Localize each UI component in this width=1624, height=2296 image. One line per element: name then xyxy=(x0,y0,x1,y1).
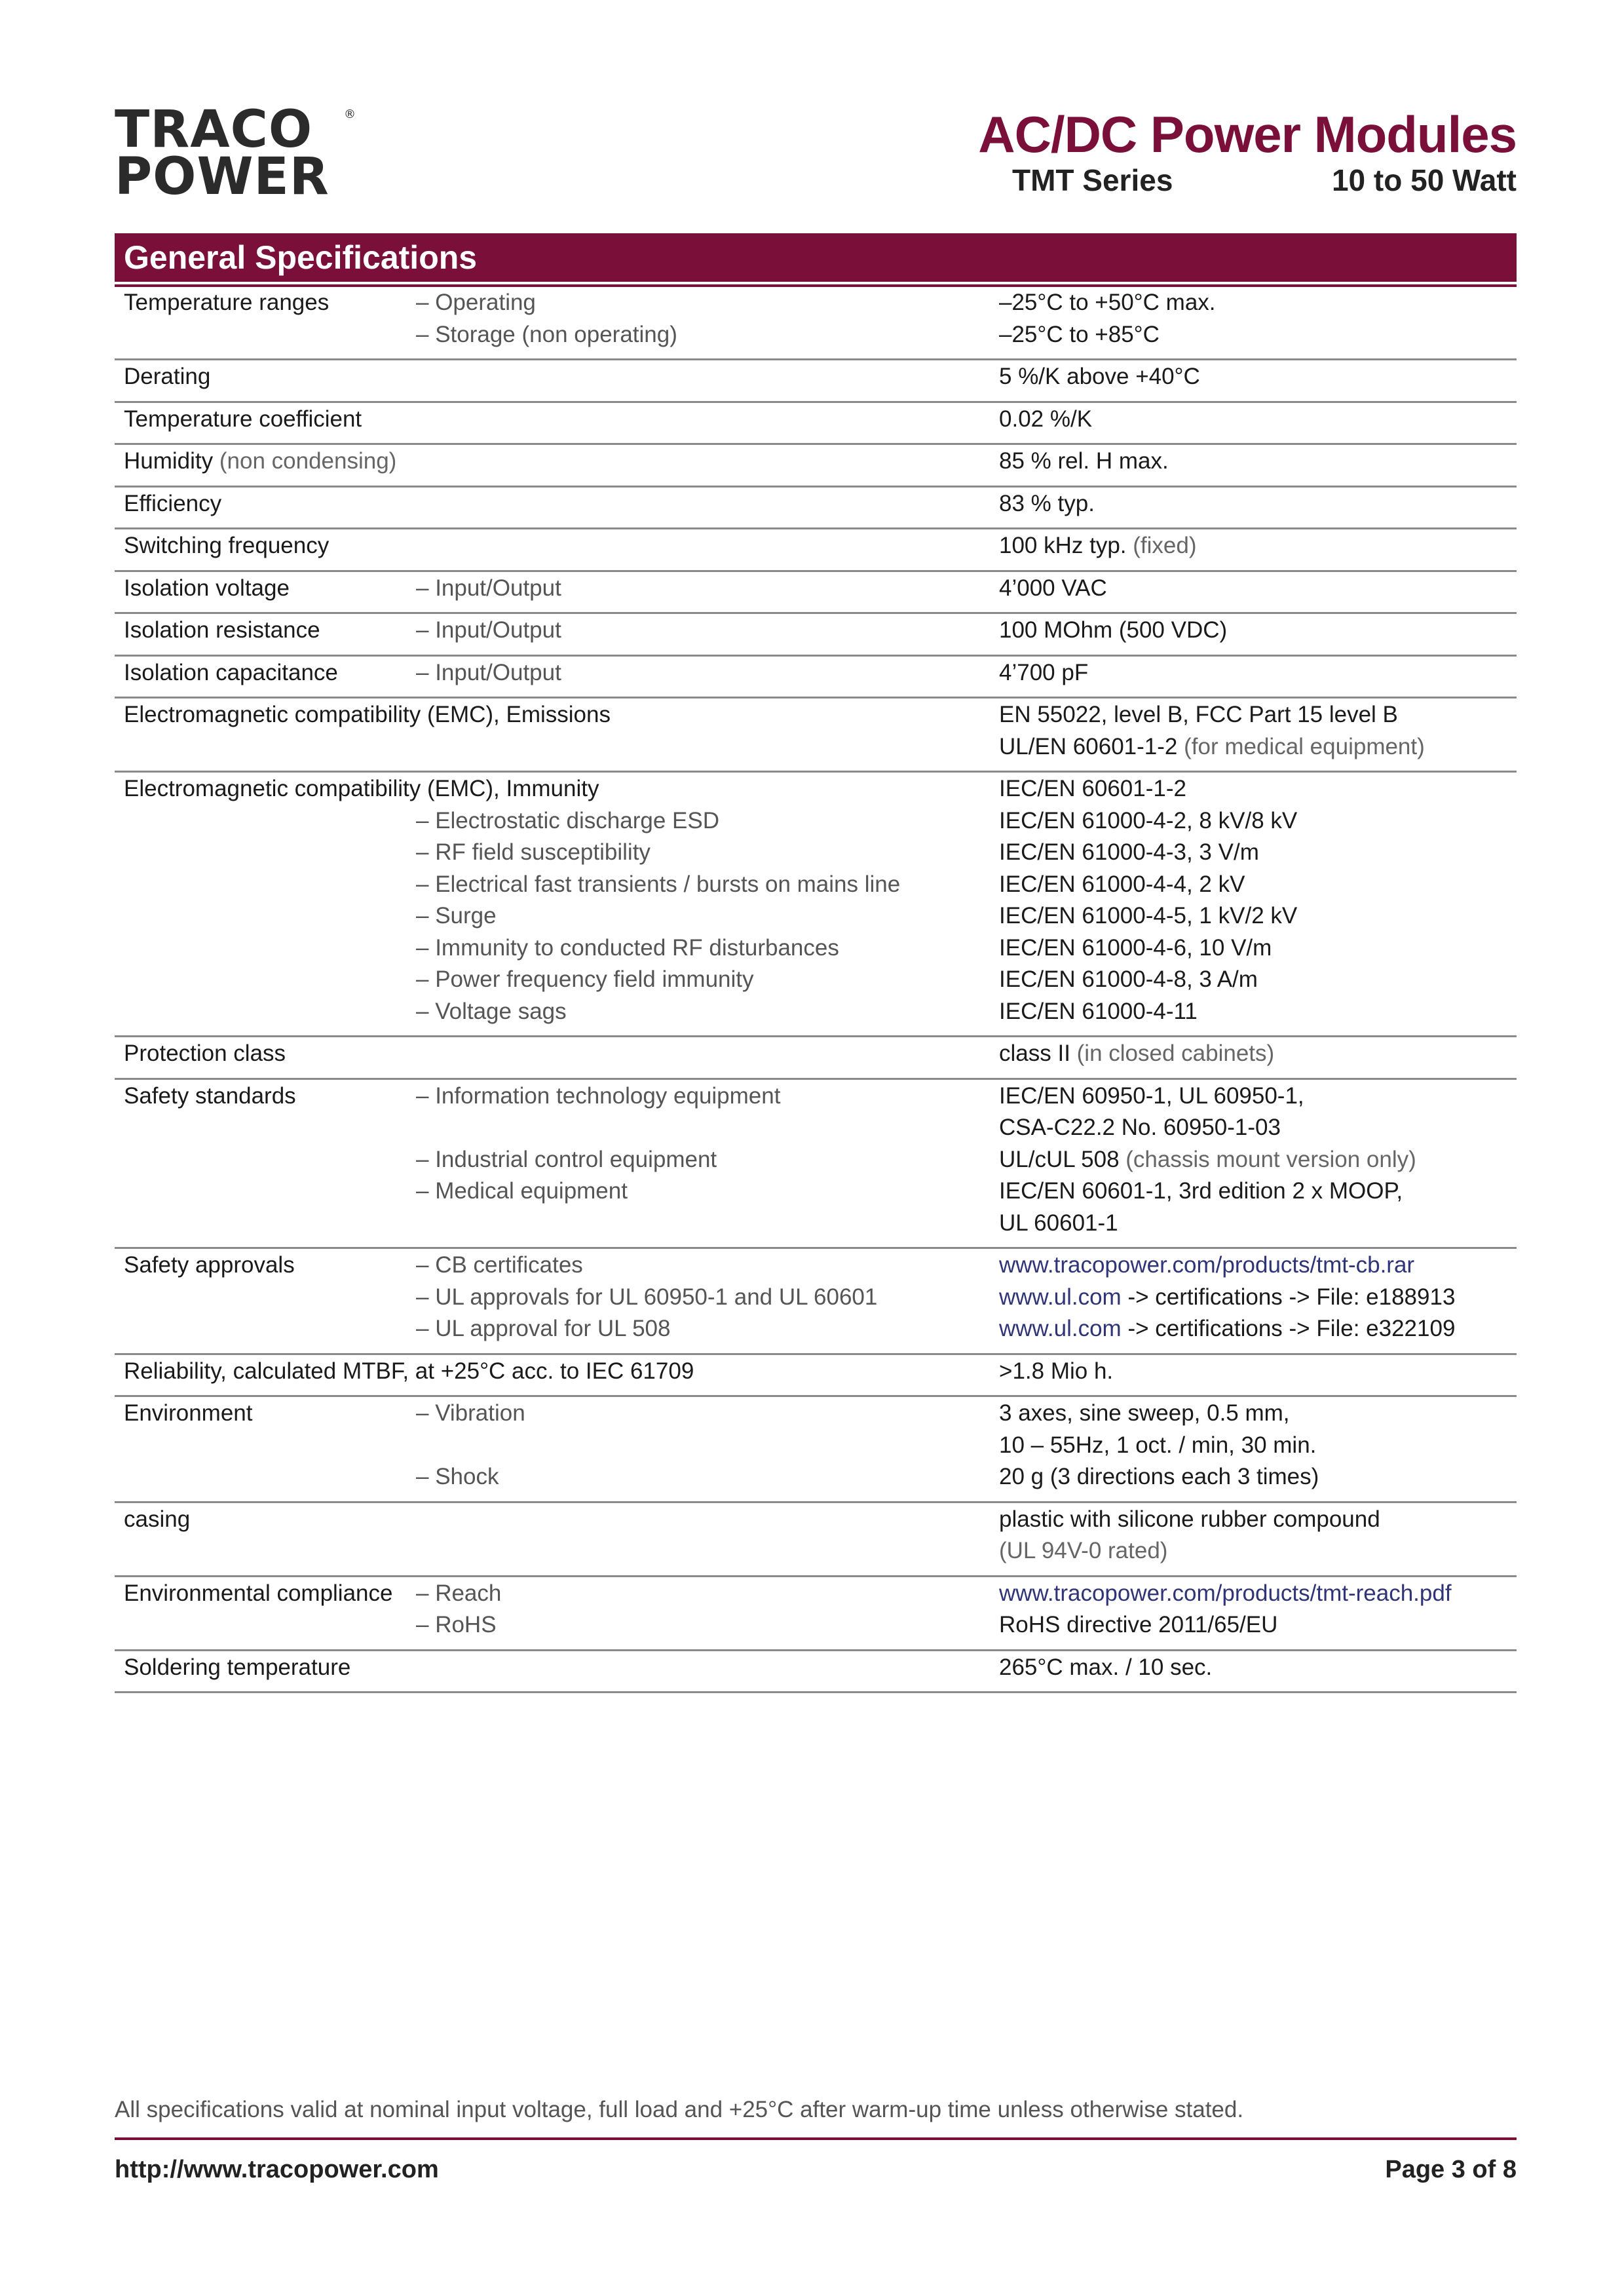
spec-conditions xyxy=(416,571,999,613)
spec-label xyxy=(115,1502,999,1576)
spec-condition xyxy=(416,1112,999,1144)
spec-value-text: -> certifications -> File: e188913 xyxy=(1121,1284,1456,1310)
spec-value xyxy=(999,488,1517,520)
page-number: Page 3 of 8 xyxy=(1385,2156,1517,2183)
spec-conditions xyxy=(416,286,999,360)
spec-value-text: 10 – 55Hz, 1 oct. / min, 30 min. xyxy=(999,1432,1317,1458)
spec-value-text: UL 60601-1 xyxy=(999,1210,1118,1236)
spec-value-text: 3 axes, sine sweep, 0.5 mm, xyxy=(999,1400,1290,1426)
spec-condition: – Surge xyxy=(416,903,497,928)
spec-value-text: 100 MOhm (500 VDC) xyxy=(999,617,1228,643)
spec-link[interactable]: www.tracopower.com/products/tmt-reach.pdf xyxy=(999,1580,1452,1606)
spec-value-text: 5 %/K above +40°C xyxy=(999,364,1200,389)
spec-row xyxy=(115,1354,1517,1396)
spec-label-text: Safety standards xyxy=(124,1082,296,1109)
spec-value xyxy=(999,1081,1517,1113)
spec-value-text: –25°C to +50°C max. xyxy=(999,290,1216,315)
spec-row xyxy=(115,1650,1517,1693)
spec-row xyxy=(115,1037,1517,1079)
spec-row xyxy=(115,402,1517,444)
spec-value xyxy=(999,530,1517,562)
spec-value-text: IEC/EN 61000-4-11 xyxy=(999,998,1198,1024)
spec-label xyxy=(115,1037,999,1079)
spec-value xyxy=(999,996,1517,1028)
spec-row xyxy=(115,1502,1517,1576)
spec-label-text: Isolation capacitance xyxy=(124,659,338,685)
spec-label-text: Temperature ranges xyxy=(124,290,330,315)
spec-label-text: Temperature coefficient xyxy=(124,406,362,432)
footnote: All specifications valid at nominal input voltage, full load and +25°C after warm-up time unless otherwise stated. xyxy=(115,2097,1244,2122)
spec-row xyxy=(115,613,1517,656)
spec-value xyxy=(999,900,1517,932)
spec-value-text: UL/cUL 508 xyxy=(999,1146,1120,1172)
spec-row xyxy=(115,698,1517,772)
spec-condition: – UL approval for UL 508 xyxy=(416,1316,671,1341)
spec-condition: – Input/Output xyxy=(416,617,561,643)
footer-divider xyxy=(115,2137,1517,2140)
spec-conditions xyxy=(416,1079,999,1248)
spec-value xyxy=(999,1504,1517,1536)
spec-row xyxy=(115,444,1517,487)
spec-value-text: UL/EN 60601-1-2 xyxy=(999,733,1178,759)
spec-value xyxy=(999,1208,1517,1240)
section-title: General Specifications xyxy=(124,239,478,276)
spec-row xyxy=(115,486,1517,529)
spec-value-text: 0.02 %/K xyxy=(999,406,1093,432)
spec-value xyxy=(999,1144,1517,1176)
spec-values xyxy=(999,1502,1517,1576)
spec-value xyxy=(999,1038,1517,1070)
spec-label-text: Humidity xyxy=(124,448,214,474)
spec-label-text: Soldering temperature xyxy=(124,1654,351,1680)
spec-values xyxy=(999,655,1517,698)
spec-value-note: (for medical equipment) xyxy=(1184,733,1425,759)
spec-value xyxy=(999,1430,1517,1462)
spec-label xyxy=(115,402,999,444)
spec-value xyxy=(999,731,1517,763)
section-header xyxy=(115,233,1517,284)
spec-values xyxy=(999,529,1517,571)
spec-row xyxy=(115,1396,1517,1502)
spec-value-text: 83 % typ. xyxy=(999,490,1095,516)
spec-label xyxy=(115,486,999,529)
spec-values xyxy=(999,1576,1517,1650)
spec-condition: – Immunity to conducted RF disturbances xyxy=(416,934,839,961)
spec-value xyxy=(999,1176,1517,1208)
spec-value xyxy=(999,1398,1517,1430)
spec-value-text: 265°C max. / 10 sec. xyxy=(999,1654,1213,1680)
spec-condition: – Electrical fast transients / bursts on mains line xyxy=(416,871,901,897)
spec-label xyxy=(115,1396,416,1502)
spec-values xyxy=(999,571,1517,613)
spec-label-text: casing xyxy=(124,1506,191,1532)
spec-value-text: IEC/EN 60601-1, 3rd edition 2 x MOOP, xyxy=(999,1178,1403,1204)
spec-condition: – Input/Output xyxy=(416,659,561,685)
spec-label xyxy=(115,360,999,402)
spec-conditions xyxy=(416,772,999,1037)
spec-values xyxy=(999,286,1517,360)
spec-value xyxy=(999,773,1517,805)
spec-conditions xyxy=(416,1396,999,1502)
spec-value xyxy=(999,1282,1517,1314)
spec-label-text: Reliability, calculated MTBF, at +25°C acc. to IEC 61709 xyxy=(124,1358,694,1384)
spec-row xyxy=(115,1248,1517,1354)
spec-value xyxy=(999,837,1517,869)
spec-label xyxy=(115,444,999,487)
spec-value-text: 85 % rel. H max. xyxy=(999,448,1169,474)
document-title: AC/DC Power Modules xyxy=(978,105,1517,163)
spec-value-text: IEC/EN 61000-4-2, 8 kV/8 kV xyxy=(999,807,1298,833)
spec-value-text: –25°C to +85°C xyxy=(999,321,1160,347)
spec-value xyxy=(999,446,1517,478)
spec-values xyxy=(999,1354,1517,1396)
logo-line-2: POWER xyxy=(115,147,330,206)
spec-value-note: (chassis mount version only) xyxy=(1125,1146,1416,1172)
spec-label-text: Safety approvals xyxy=(124,1252,295,1278)
spec-values xyxy=(999,1037,1517,1079)
spec-row xyxy=(115,529,1517,571)
spec-row xyxy=(115,360,1517,402)
spec-label xyxy=(115,655,416,698)
spec-values xyxy=(999,360,1517,402)
spec-label xyxy=(115,286,416,360)
spec-label-text: Protection class xyxy=(124,1041,286,1066)
spec-condition: – RF field susceptibility xyxy=(416,839,651,865)
spec-label-text: Switching frequency xyxy=(124,533,330,558)
spec-value xyxy=(999,1461,1517,1493)
spec-values xyxy=(999,613,1517,656)
spec-value-note: (fixed) xyxy=(1133,533,1197,558)
spec-label xyxy=(115,613,416,656)
spec-condition xyxy=(416,1430,999,1462)
spec-row xyxy=(115,286,1517,360)
spec-conditions xyxy=(416,1248,999,1354)
spec-values xyxy=(999,444,1517,487)
spec-value-text: 20 g (3 directions each 3 times) xyxy=(999,1464,1319,1489)
spec-label-text: Efficiency xyxy=(124,490,222,516)
spec-label-text: Electromagnetic compatibility (EMC), Emissions xyxy=(124,702,611,727)
power-range: 10 to 50 Watt xyxy=(1331,163,1517,197)
spec-value-text: 4’000 VAC xyxy=(999,575,1107,601)
spec-values xyxy=(999,1079,1517,1248)
traco-power-logo xyxy=(115,100,356,206)
spec-values xyxy=(999,1248,1517,1354)
spec-value xyxy=(999,319,1517,351)
spec-condition: – Voltage sags xyxy=(416,998,567,1024)
spec-label xyxy=(115,1576,416,1650)
spec-value xyxy=(999,1535,1517,1567)
spec-condition: – Shock xyxy=(416,1464,499,1489)
logo-line-1: TRACO xyxy=(115,100,313,159)
spec-value xyxy=(999,573,1517,605)
spec-label-note: (non condensing) xyxy=(219,448,397,474)
spec-condition: – CB certificates xyxy=(416,1252,583,1278)
spec-label xyxy=(115,1248,416,1354)
spec-condition: – Industrial control equipment xyxy=(416,1146,717,1172)
spec-label-text: Isolation resistance xyxy=(124,617,320,643)
spec-condition: – Information technology equipment xyxy=(416,1082,781,1109)
spec-value-text: IEC/EN 60601-1-2 xyxy=(999,776,1186,801)
spec-value xyxy=(999,699,1517,731)
spec-value xyxy=(999,615,1517,647)
spec-value-text: >1.8 Mio h. xyxy=(999,1358,1114,1384)
specifications-table xyxy=(115,286,1517,1693)
spec-value xyxy=(999,287,1517,319)
spec-condition: – Medical equipment xyxy=(416,1178,628,1204)
spec-condition: – Storage (non operating) xyxy=(416,321,677,347)
spec-condition: – UL approvals for UL 60950-1 and UL 60601 xyxy=(416,1284,878,1310)
spec-value-text: IEC/EN 61000-4-6, 10 V/m xyxy=(999,934,1272,961)
spec-value-text: 4’700 pF xyxy=(999,659,1089,685)
spec-value-text: CSA-C22.2 No. 60950-1-03 xyxy=(999,1115,1281,1140)
spec-link[interactable]: www.ul.com xyxy=(999,1284,1122,1310)
spec-values xyxy=(999,486,1517,529)
spec-label xyxy=(115,571,416,613)
spec-value-text: 100 kHz typ. xyxy=(999,533,1127,558)
series-name: TMT Series xyxy=(1012,163,1173,197)
spec-label-text: Electromagnetic compatibility (EMC), Immunity xyxy=(124,776,599,801)
spec-conditions xyxy=(416,1576,999,1650)
spec-value xyxy=(999,657,1517,689)
spec-condition: – RoHS xyxy=(416,1612,497,1637)
spec-values xyxy=(999,1650,1517,1693)
spec-value xyxy=(999,805,1517,837)
spec-label xyxy=(115,698,999,772)
spec-value-note: (in closed cabinets) xyxy=(1076,1041,1275,1066)
spec-link[interactable]: www.ul.com xyxy=(999,1316,1122,1341)
spec-value-text: IEC/EN 61000-4-4, 2 kV xyxy=(999,871,1245,897)
spec-value xyxy=(999,1652,1517,1684)
spec-value-text: IEC/EN 61000-4-3, 3 V/m xyxy=(999,839,1259,865)
spec-value xyxy=(999,1578,1517,1610)
spec-condition: – Electrostatic discharge ESD xyxy=(416,807,719,833)
spec-value-note: (UL 94V-0 rated) xyxy=(999,1538,1168,1563)
spec-label-text: Isolation voltage xyxy=(124,575,290,601)
spec-value-text: class II xyxy=(999,1041,1070,1066)
spec-value-text: IEC/EN 61000-4-8, 3 A/m xyxy=(999,966,1258,992)
spec-row xyxy=(115,1576,1517,1650)
spec-values xyxy=(999,1396,1517,1502)
spec-value-text: IEC/EN 61000-4-5, 1 kV/2 kV xyxy=(999,903,1298,928)
spec-values xyxy=(999,402,1517,444)
spec-value xyxy=(999,1609,1517,1641)
spec-conditions xyxy=(416,655,999,698)
spec-values xyxy=(999,772,1517,1037)
spec-value xyxy=(999,1250,1517,1282)
spec-value xyxy=(999,964,1517,996)
registered-mark: ® xyxy=(344,107,356,121)
spec-label xyxy=(115,1079,416,1248)
spec-value-text: -> certifications -> File: e322109 xyxy=(1121,1316,1456,1341)
spec-conditions xyxy=(416,613,999,656)
spec-value-text: plastic with silicone rubber compound xyxy=(999,1506,1380,1532)
spec-condition: – Input/Output xyxy=(416,575,561,601)
spec-value-text: IEC/EN 60950-1, UL 60950-1, xyxy=(999,1082,1304,1109)
footer-url-link[interactable]: http://www.tracopower.com xyxy=(115,2156,439,2183)
spec-condition: – Vibration xyxy=(416,1400,525,1426)
spec-value xyxy=(999,404,1517,436)
spec-value-text: RoHS directive 2011/65/EU xyxy=(999,1612,1278,1637)
spec-condition: – Reach xyxy=(416,1580,502,1606)
spec-label-text: Derating xyxy=(124,364,211,389)
spec-link[interactable]: www.tracopower.com/products/tmt-cb.rar xyxy=(999,1252,1415,1278)
spec-label-text: Environment xyxy=(124,1400,253,1426)
spec-value xyxy=(999,869,1517,901)
spec-values xyxy=(999,698,1517,772)
spec-value xyxy=(999,1356,1517,1388)
spec-condition: – Operating xyxy=(416,290,536,315)
spec-value xyxy=(999,1112,1517,1144)
spec-label xyxy=(115,529,999,571)
spec-value xyxy=(999,361,1517,393)
spec-condition: – Power frequency field immunity xyxy=(416,966,754,992)
spec-row xyxy=(115,655,1517,698)
spec-value xyxy=(999,1313,1517,1345)
spec-label-text: Environmental compliance xyxy=(124,1580,393,1606)
spec-row xyxy=(115,571,1517,613)
spec-label xyxy=(115,1650,999,1693)
spec-value-text: EN 55022, level B, FCC Part 15 level B xyxy=(999,702,1398,727)
spec-value xyxy=(999,932,1517,965)
spec-row xyxy=(115,772,1517,1037)
spec-row xyxy=(115,1079,1517,1248)
spec-label xyxy=(115,1354,999,1396)
